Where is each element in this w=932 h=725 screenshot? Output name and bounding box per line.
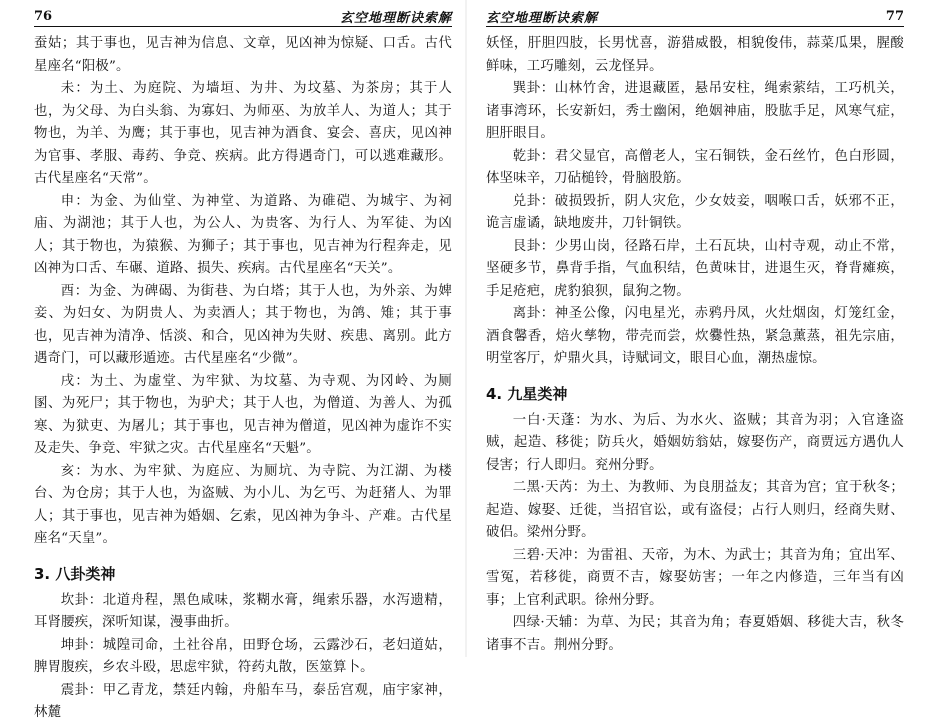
paragraph: 坎卦：北道舟程，黑色咸味，浆糊水膏，绳索乐器，水泻遗精，耳肾腰疾，深听知谋，漫事曲折。 xyxy=(34,592,452,630)
page-number: 76 xyxy=(34,8,53,24)
section-heading: 3. 八卦类神 xyxy=(34,564,116,583)
right-page-header xyxy=(486,6,904,27)
paragraph: 三碧·天冲：为雷祖、天帝，为木、为武士；其音为角；宜出军、雪冤，若移徙，商贾不吉，嫁娶妨害；一年之内修造，三年当有凶事；上官利武职。徐州分野。 xyxy=(486,547,904,608)
page-number: 77 xyxy=(885,8,904,24)
section-heading: 4. 九星类神 xyxy=(486,384,568,403)
paragraph: 巽卦：山林竹舍，进退藏匿，悬吊安柱，绳索萦结，工巧机关，诸事湾环，长安新妇，秀士幽闲，绝姻神庙，股肱手足，风寒气症，胆肝眼目。 xyxy=(486,81,904,141)
paragraph: 艮卦：少男山岗，径路石岸，土石瓦块，山村寺观，动止不常，坚硬多节，鼻背手指，气血积结，色黄味甘，进退生灭，脊背瘫痪，手足疮疤，虎豹狼狈，鼠狗之物。 xyxy=(486,238,904,299)
paragraph: 未：为土、为庭院、为墙垣、为井、为坟墓、为茶房；其于人也，为父母、为白头翁、为寡妇、为师巫、为放羊人、为道人；其于物也，为羊、为鹰；其于事也，见吉神为酒食、宴会、喜庆，见凶神为官事、孝服、毒药、争竞、疾病。此方得遇奇门，可以逃难藏形。古代星座名“天常”。 xyxy=(34,81,452,186)
paragraph: 酉：为金、为碑碣、为街巷、为白塔；其于人也，为外亲、为婢妾、为妇女、为阴贵人、为卖酒人；其于物也，为鸽、雉；其于事也，见吉神为清净、恬淡、和合，见凶神为失财、疾患、离别。此方遇奇门，可以藏形遁迹。古代星座名“少微”。 xyxy=(34,283,452,366)
paragraph: 亥：为水、为牢狱、为庭应、为厕坑、为寺院、为江湖、为楼台、为仓房；其于人也，为盗贼、为小儿、为乞丐、为赶猪人、为罪人；其于事也，见吉神为婚姻、乞索，见凶神为争斗、产难。古代星座名“天皇”。 xyxy=(34,463,452,546)
left-page xyxy=(0,0,466,720)
paragraph: 申：为金、为仙堂、为神堂、为道路、为碓硙、为城宇、为祠庙、为湖池；其于人也，为公人、为贵客、为行人、为军徒、为凶人；其于物也，为猿猴、为狮子；其于事也，见吉神为行程奔走，见凶神为口舌、车碾、道路、损失、疾病。古代星座名“天关”。 xyxy=(34,193,452,276)
paragraph: 二黑·天芮：为土、为教师、为良朋益友；其音为宫；宜于秋冬；起造、嫁娶、迁徙，当招官讼，或有盗侵；占行人则归，经商失财、破侣。梁州分野。 xyxy=(486,480,904,540)
paragraph: 坤卦：城隍司命，土社谷帛，田野仓场，云露沙石，老妇道姑，脾胃腹疾，乡农斗殴，思虑牢狱，符药丸散，医筮算卜。 xyxy=(34,637,452,675)
paragraph: 一白·天蓬：为水、为后、为水火、盗贼；其音为羽；入官逢盗贼，起造、移徙；防兵火，婚姻妨翁姑，嫁娶伤产，商贾远方遇仇人侵害；行人即归。兖州分野。 xyxy=(486,412,904,473)
right-page xyxy=(466,0,932,657)
running-title: 玄空地理断诀索解 xyxy=(486,10,599,26)
left-page-content xyxy=(34,33,452,725)
paragraph: 蚕姑；其于事也，见吉神为信息、文章，见凶神为惊疑、口舌。古代星座名“阳极”。 xyxy=(34,36,452,74)
paragraph: 乾卦：君父显官，高僧老人，宝石铜铁，金石丝竹，色白形圆，体坚味辛，刀砧槌铃，骨脑股筋。 xyxy=(486,148,904,186)
running-title: 玄空地理断诀索解 xyxy=(339,10,452,26)
paragraph: 四绿·天辅：为草、为民；其音为角；春夏婚姻、移徙大吉，秋冬诸事不吉。荆州分野。 xyxy=(486,615,904,653)
left-page-header xyxy=(34,6,452,27)
paragraph: 兑卦：破损毁折，阴人灾危，少女妓妾，咽喉口舌，妖邪不正，诡言虚谲，缺地废井，刀针铜铁。 xyxy=(486,193,904,231)
paragraph: 妖怪，肝胆四肢，长男忧喜，游猎威骰，相貌俊伟，蒜菜瓜果，腥酸鲜味，工巧雕刻，云龙怪异。 xyxy=(486,36,904,74)
right-page-content xyxy=(486,33,904,657)
paragraph: 震卦：甲乙青龙，禁廷内翰，舟船车马，泰岳宫观，庙宇家神，林麓 xyxy=(34,682,452,720)
paragraph: 离卦：神圣公像，闪电星光，赤鸦丹凤，火灶烟囱，灯笼红金，酒食馨香，焙火孳物，带壳而尝，炊爨性热，紧急薰蒸，祖先宗庙，明堂客厅，炉鼎火具，诗赋词文，眼目心血，潮热虚惊。 xyxy=(486,306,904,366)
paragraph: 戌：为土、为虚堂、为牢狱、为坟墓、为寺观、为冈岭、为厕圂、为死尸；其于物也，为驴犬；其于人也，为僧道、为善人、为孤寒、为狱吏、为屠儿；其于事也，见吉神为僧道，见凶神为虚诈不实及走失、争竞、牢狱之灾。古代星座名“天魁”。 xyxy=(34,373,452,456)
